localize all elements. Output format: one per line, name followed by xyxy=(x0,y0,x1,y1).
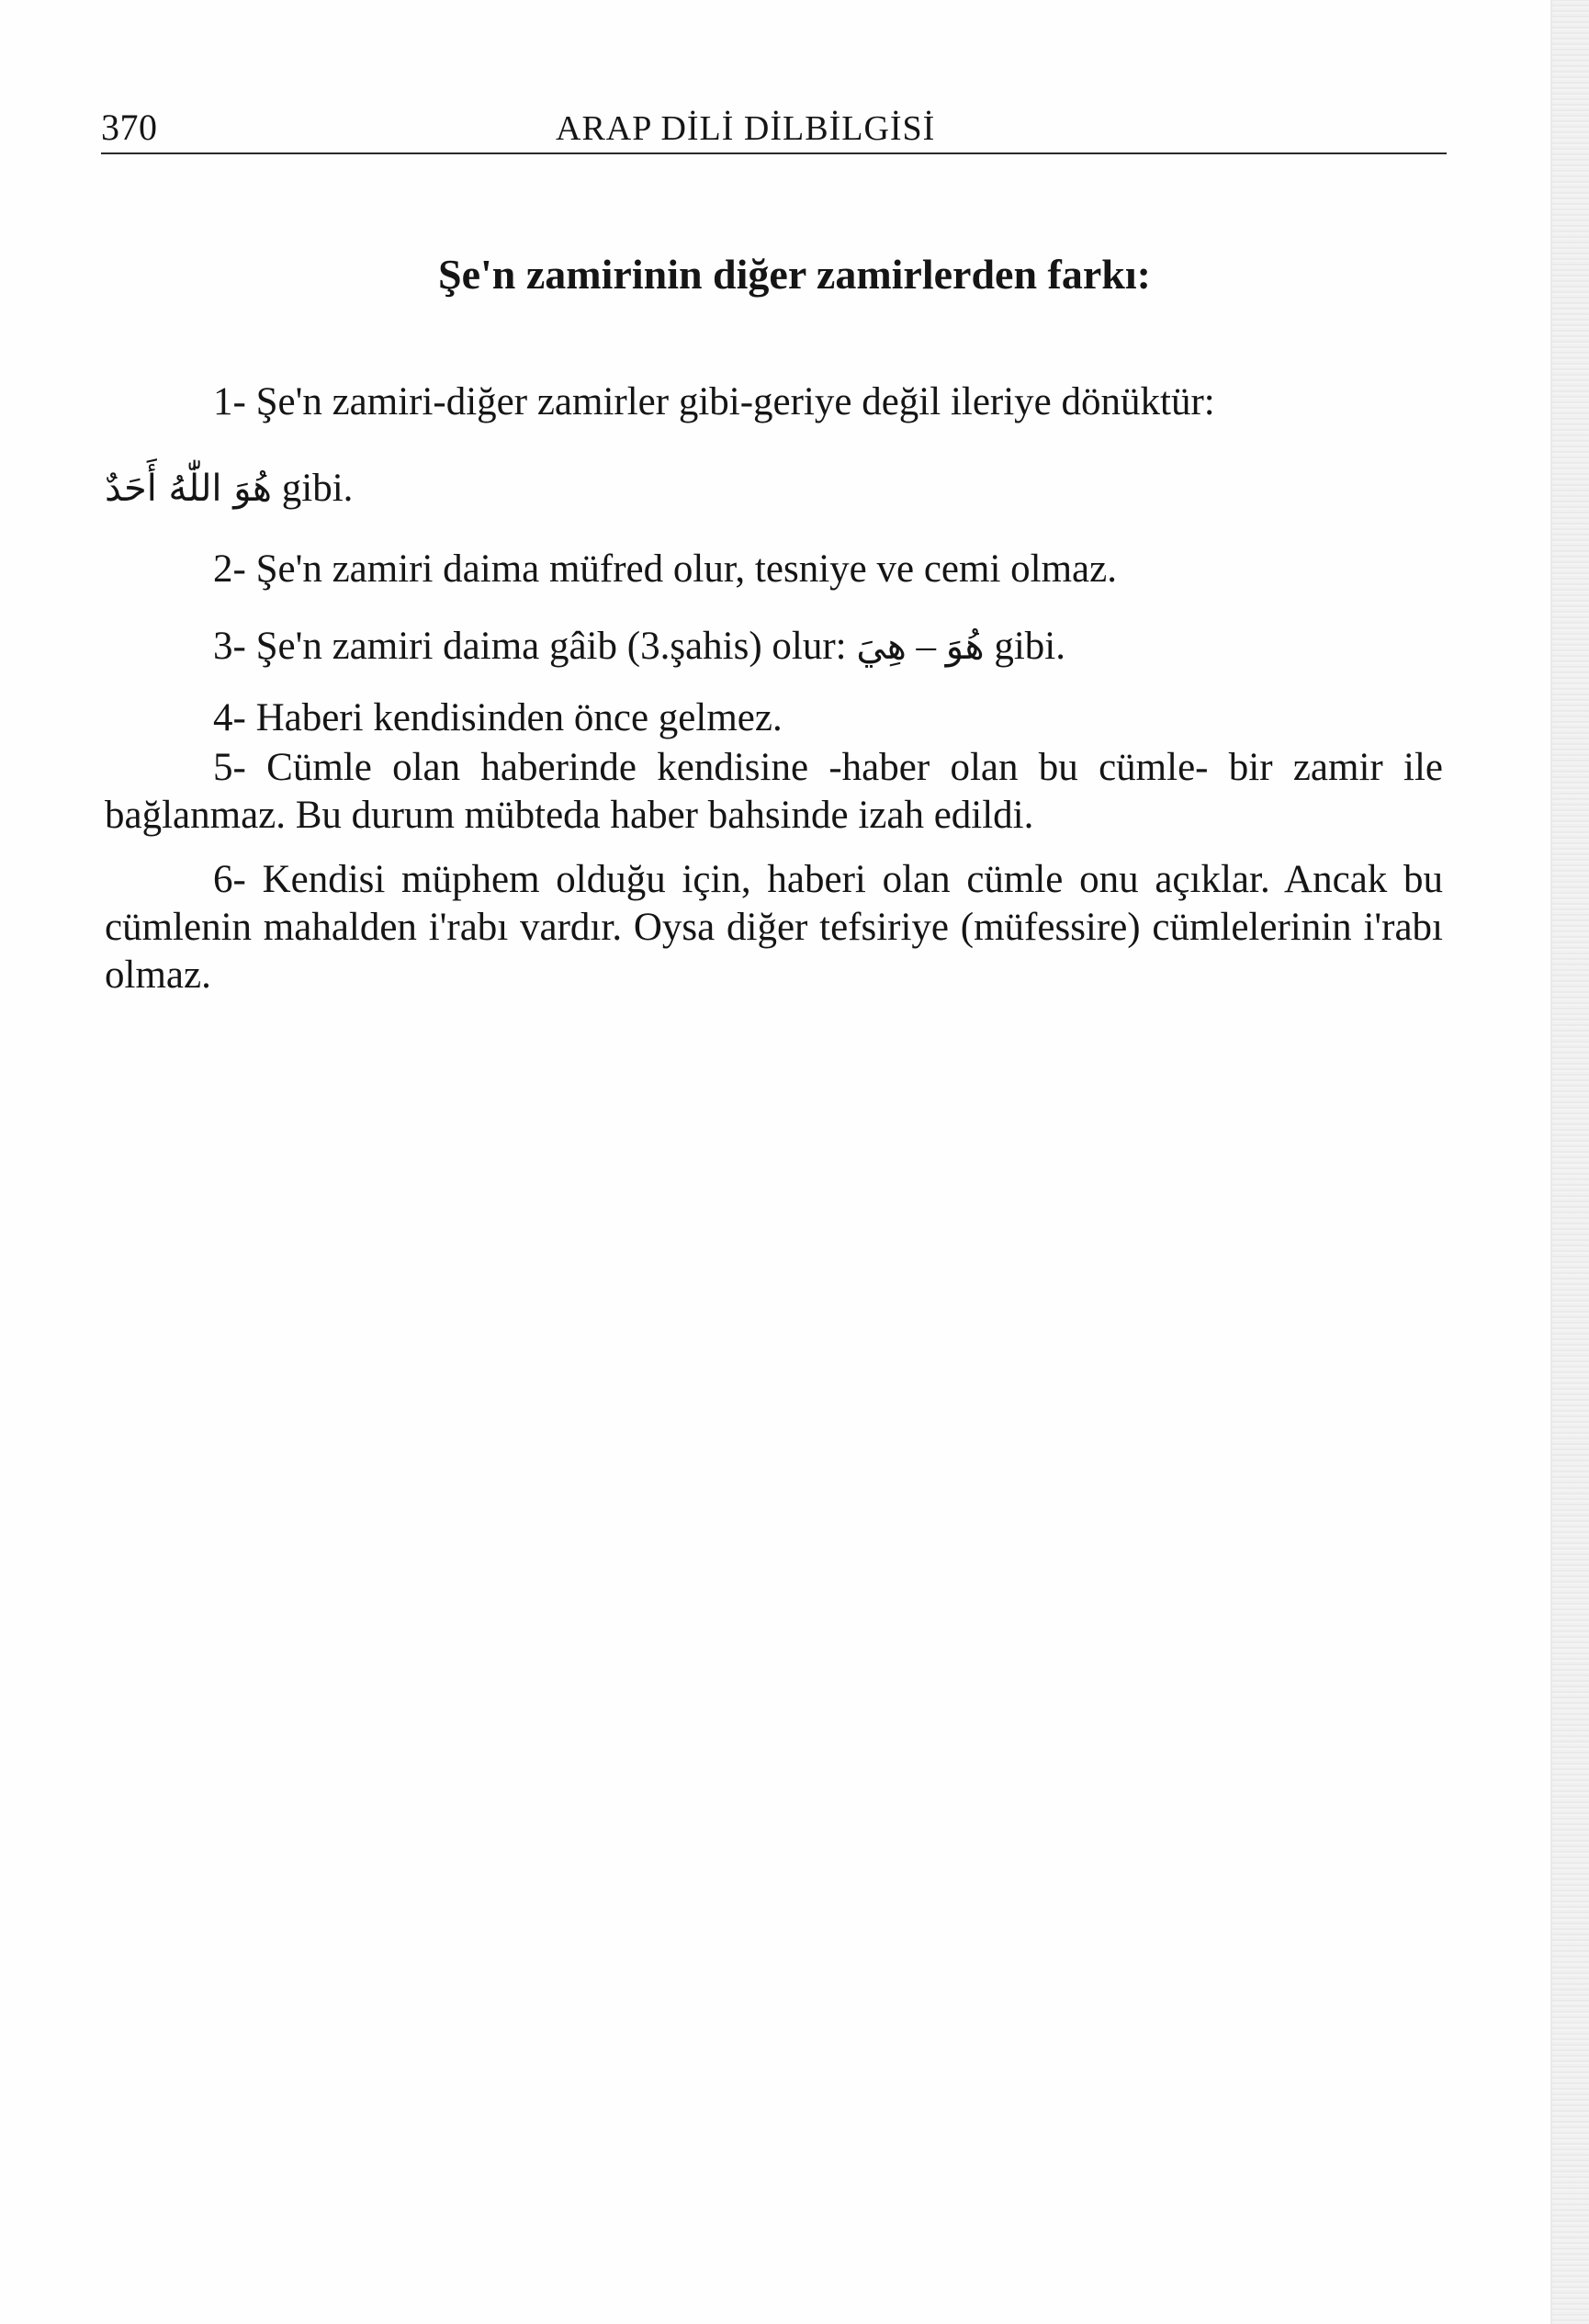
running-head: ARAP DİLİ DİLBİLGİSİ xyxy=(556,109,936,148)
arabic-pronoun-huwa: هُوَ xyxy=(945,626,985,668)
binding-edge-shadow xyxy=(1552,0,1589,2324)
item-number: 2- xyxy=(213,547,246,591)
list-item-1-example xyxy=(105,465,1443,513)
item-suffix: gibi. xyxy=(994,625,1065,668)
list-item-5 xyxy=(105,744,1443,840)
item-text: Cümle olan haberinde kendisine -haber olan bu cümle- bir zamir ile bağlanmaz. Bu durum mübteda haber bahsinde izah edildi. xyxy=(105,746,1444,837)
arabic-pronoun-hiya: هِيَ xyxy=(856,626,907,668)
item-text: Haberi kendisinden önce gelmez. xyxy=(255,696,783,739)
separator: – xyxy=(916,625,937,668)
list-item-3 xyxy=(213,623,1065,671)
list-item-4 xyxy=(213,694,783,742)
list-item-1 xyxy=(213,378,1215,426)
item-text: Kendisi müphem olduğu için, haberi olan cümle onu açıklar. Ancak bu cümlenin mahalden i'rabı vardır. Oysa diğer tefsiriye (müfessire) cümlelerinin i'rabı olmaz. xyxy=(105,858,1444,997)
item-number: 1- xyxy=(213,380,246,423)
section-title: Şe'n zamirinin diğer zamirlerden farkı: xyxy=(438,251,1151,298)
page-number: 370 xyxy=(101,107,158,148)
list-item-2 xyxy=(213,546,1117,593)
example-suffix: gibi. xyxy=(281,467,354,510)
item-number: 5- xyxy=(213,746,246,789)
page-header xyxy=(101,103,1447,154)
item-text: Şe'n zamiri-diğer zamirler gibi-geriye değil ileriye dönüktür: xyxy=(255,380,1215,423)
item-number: 6- xyxy=(213,858,246,901)
item-text: Şe'n zamiri daima müfred olur, tesniye ve cemi olmaz. xyxy=(255,547,1117,591)
header-rule xyxy=(101,152,1447,154)
arabic-example: هُوَ اللّٰهُ أَحَدٌ xyxy=(105,468,273,510)
item-number: 3- xyxy=(213,625,246,668)
item-number: 4- xyxy=(213,696,246,739)
item-text: Şe'n zamiri daima gâib (3.şahis) olur: xyxy=(255,625,847,668)
list-item-6 xyxy=(105,856,1443,999)
